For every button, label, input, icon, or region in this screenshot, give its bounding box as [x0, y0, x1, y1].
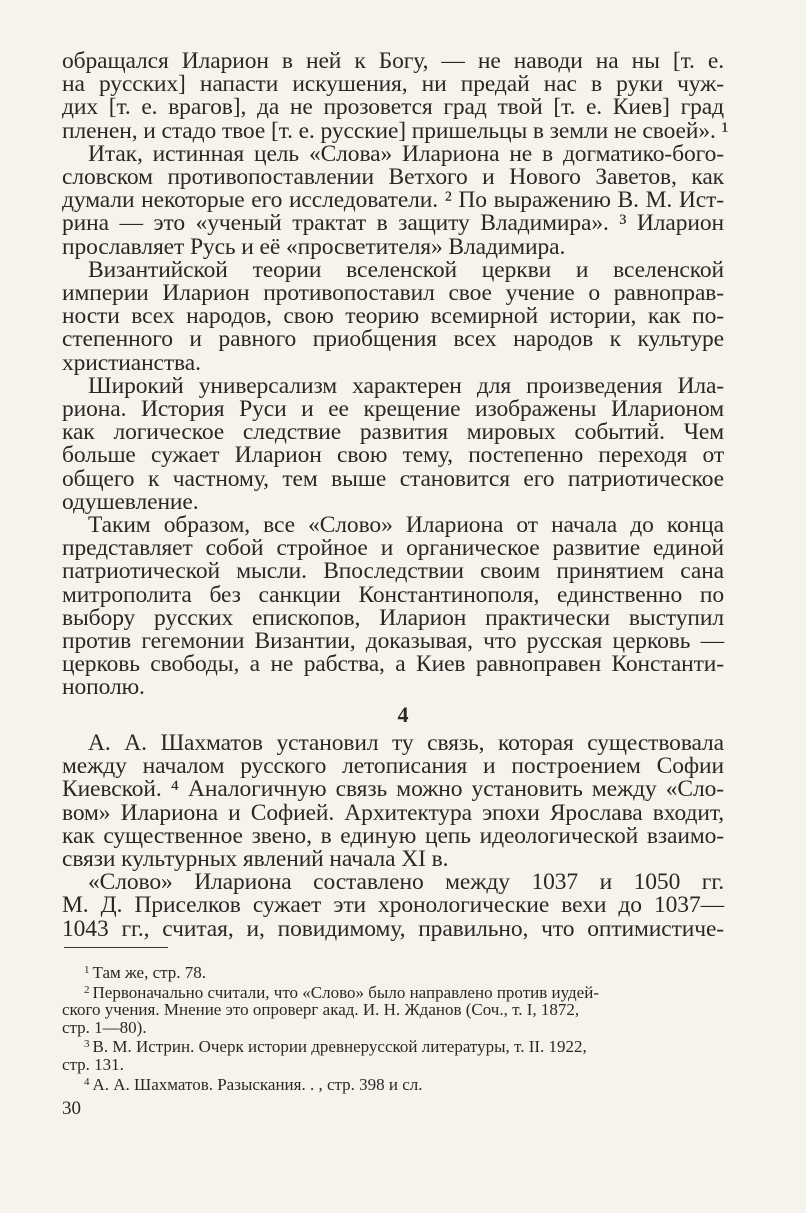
text-line: обращался Иларион в ней к Богу, — не наводи на ны [т. е. [62, 48, 724, 74]
section-number: 4 [397, 702, 409, 727]
text-line: «Слово» Илариона составлено между 1037 и 1050 гг. [88, 869, 724, 896]
text-line: между началом русского летописания и построением Софии [62, 753, 724, 780]
text-line: Киевской. ⁴ Аналогичную связь можно установить между «Сло- [62, 776, 724, 803]
text-line: митрополита без санкции Константинополя, единственно по [62, 581, 724, 608]
footnote-text: ского учения. Мнение это опроверг акад. И. Н. Жданов (Соч., т. I, 1872, [62, 1000, 580, 1020]
footnote-line [62, 962, 724, 982]
footnote-text: стр. 131. [62, 1054, 124, 1074]
text-line: связи культурных явлений начала XI в. [62, 846, 449, 873]
text-line: рина — это «ученый трактат в защиту Владимира». ³ Иларион [62, 210, 724, 237]
footnote-line [62, 1074, 724, 1094]
text-line: нополю. [62, 674, 145, 701]
text-line: Византийской теории вселенской церкви и вселенской [88, 256, 724, 283]
text-line: дих [т. е. врагов], да не прозовется град твой [т. е. Киев] град [62, 94, 724, 121]
text-line: думали некоторые его исследователи. ² По выражению В. М. Ист- [62, 187, 724, 214]
text-line: риона. История Руси и ее крещение изображены Иларионом [62, 396, 724, 423]
footnote-mark: 1 [84, 964, 90, 976]
page-number: 30 [62, 1098, 81, 1119]
text-line: империи Иларион противопоставил свое учение о равноправ- [62, 280, 724, 307]
text-line: прославляет Русь и её «просветителя» Владимира. [62, 233, 566, 260]
text-line: словском противопоставлении Ветхого и Нового Заветов, как [62, 164, 724, 191]
text-line: церковь свободы, а не рабства, а Киев равноправен Константи- [62, 651, 724, 678]
text-line: больше сужает Иларион свою тему, постепенно переходя от [62, 442, 724, 469]
footnote-text: Первоначально считали, что «Слово» было направлено против иудей- [92, 982, 599, 1002]
text-line: как существенное звено, в единую цепь идеологической взаимо- [62, 822, 724, 849]
footnote-line [62, 1001, 724, 1019]
footnote-text: стр. 1—80). [62, 1017, 147, 1037]
text-line: патриотической мысли. Впоследствии своим принятием сана [62, 558, 724, 585]
text-line: представляет собой стройное и органическое развитие единой [62, 535, 724, 562]
text-line: ности всех народов, свою теорию всемирной истории, как по- [62, 303, 724, 330]
text-line: одушевление. [62, 488, 199, 515]
text-line: христианства. [62, 349, 201, 376]
footnote-separator [64, 947, 168, 948]
text-line: степенного и равного приобщения всех народов к культуре [62, 326, 724, 353]
section-4-text-block [62, 732, 724, 941]
text-line: против гегемонии Византии, доказывая, что русская церковь — [62, 628, 724, 655]
footnotes-block [62, 962, 724, 1093]
footnote-mark: 3 [84, 1038, 90, 1051]
text-line: Широкий универсализм характерен для произведения Ила- [88, 372, 724, 399]
footnote-line [62, 982, 724, 1002]
footnote-mark: 4 [84, 1075, 90, 1088]
text-line: вом» Илариона и Софией. Архитектура эпохи Ярослава входит, [62, 799, 724, 826]
text-line: М. Д. Приселков сужает эти хронологические вехи до 1037— [62, 892, 724, 919]
text-line: Итак, истинная цель «Слова» Илариона не в догматико-бого- [88, 140, 724, 167]
footnote-line [62, 1056, 724, 1074]
text-line: на русских] напасти искушения, ни предай нас в руки чуж- [62, 71, 724, 98]
footnote-text: Там же, стр. 78. [92, 963, 207, 982]
text-line: Таким образом, все «Слово» Илариона от начала до конца [88, 512, 724, 539]
text-line: А. А. Шахматов установил ту связь, которая существовала [88, 730, 724, 756]
footnote-text: В. М. Истрин. Очерк истории древнерусской литературы, т. II. 1922, [92, 1037, 587, 1057]
text-line: общего к частному, тем выше становится его патриотическое [62, 465, 724, 492]
footnote-text: А. А. Шахматов. Разыскания. . , стр. 398 и сл. [92, 1074, 423, 1094]
text-line: пленен, и стадо твое [т. е. русские] пришельцы в земли не своей». ¹ [62, 117, 729, 144]
footnote-line [62, 1019, 724, 1037]
footnote-line [62, 1036, 724, 1056]
text-line: как логическое следствие развития мировых событий. Чем [62, 419, 724, 446]
main-text-block [62, 48, 729, 701]
text-line: выбору русских епископов, Иларион практически выступил [62, 604, 724, 631]
footnote-mark: 2 [84, 983, 90, 996]
text-line: 1043 гг., считая, и, повидимому, правильно, что оптимистиче- [62, 915, 724, 942]
